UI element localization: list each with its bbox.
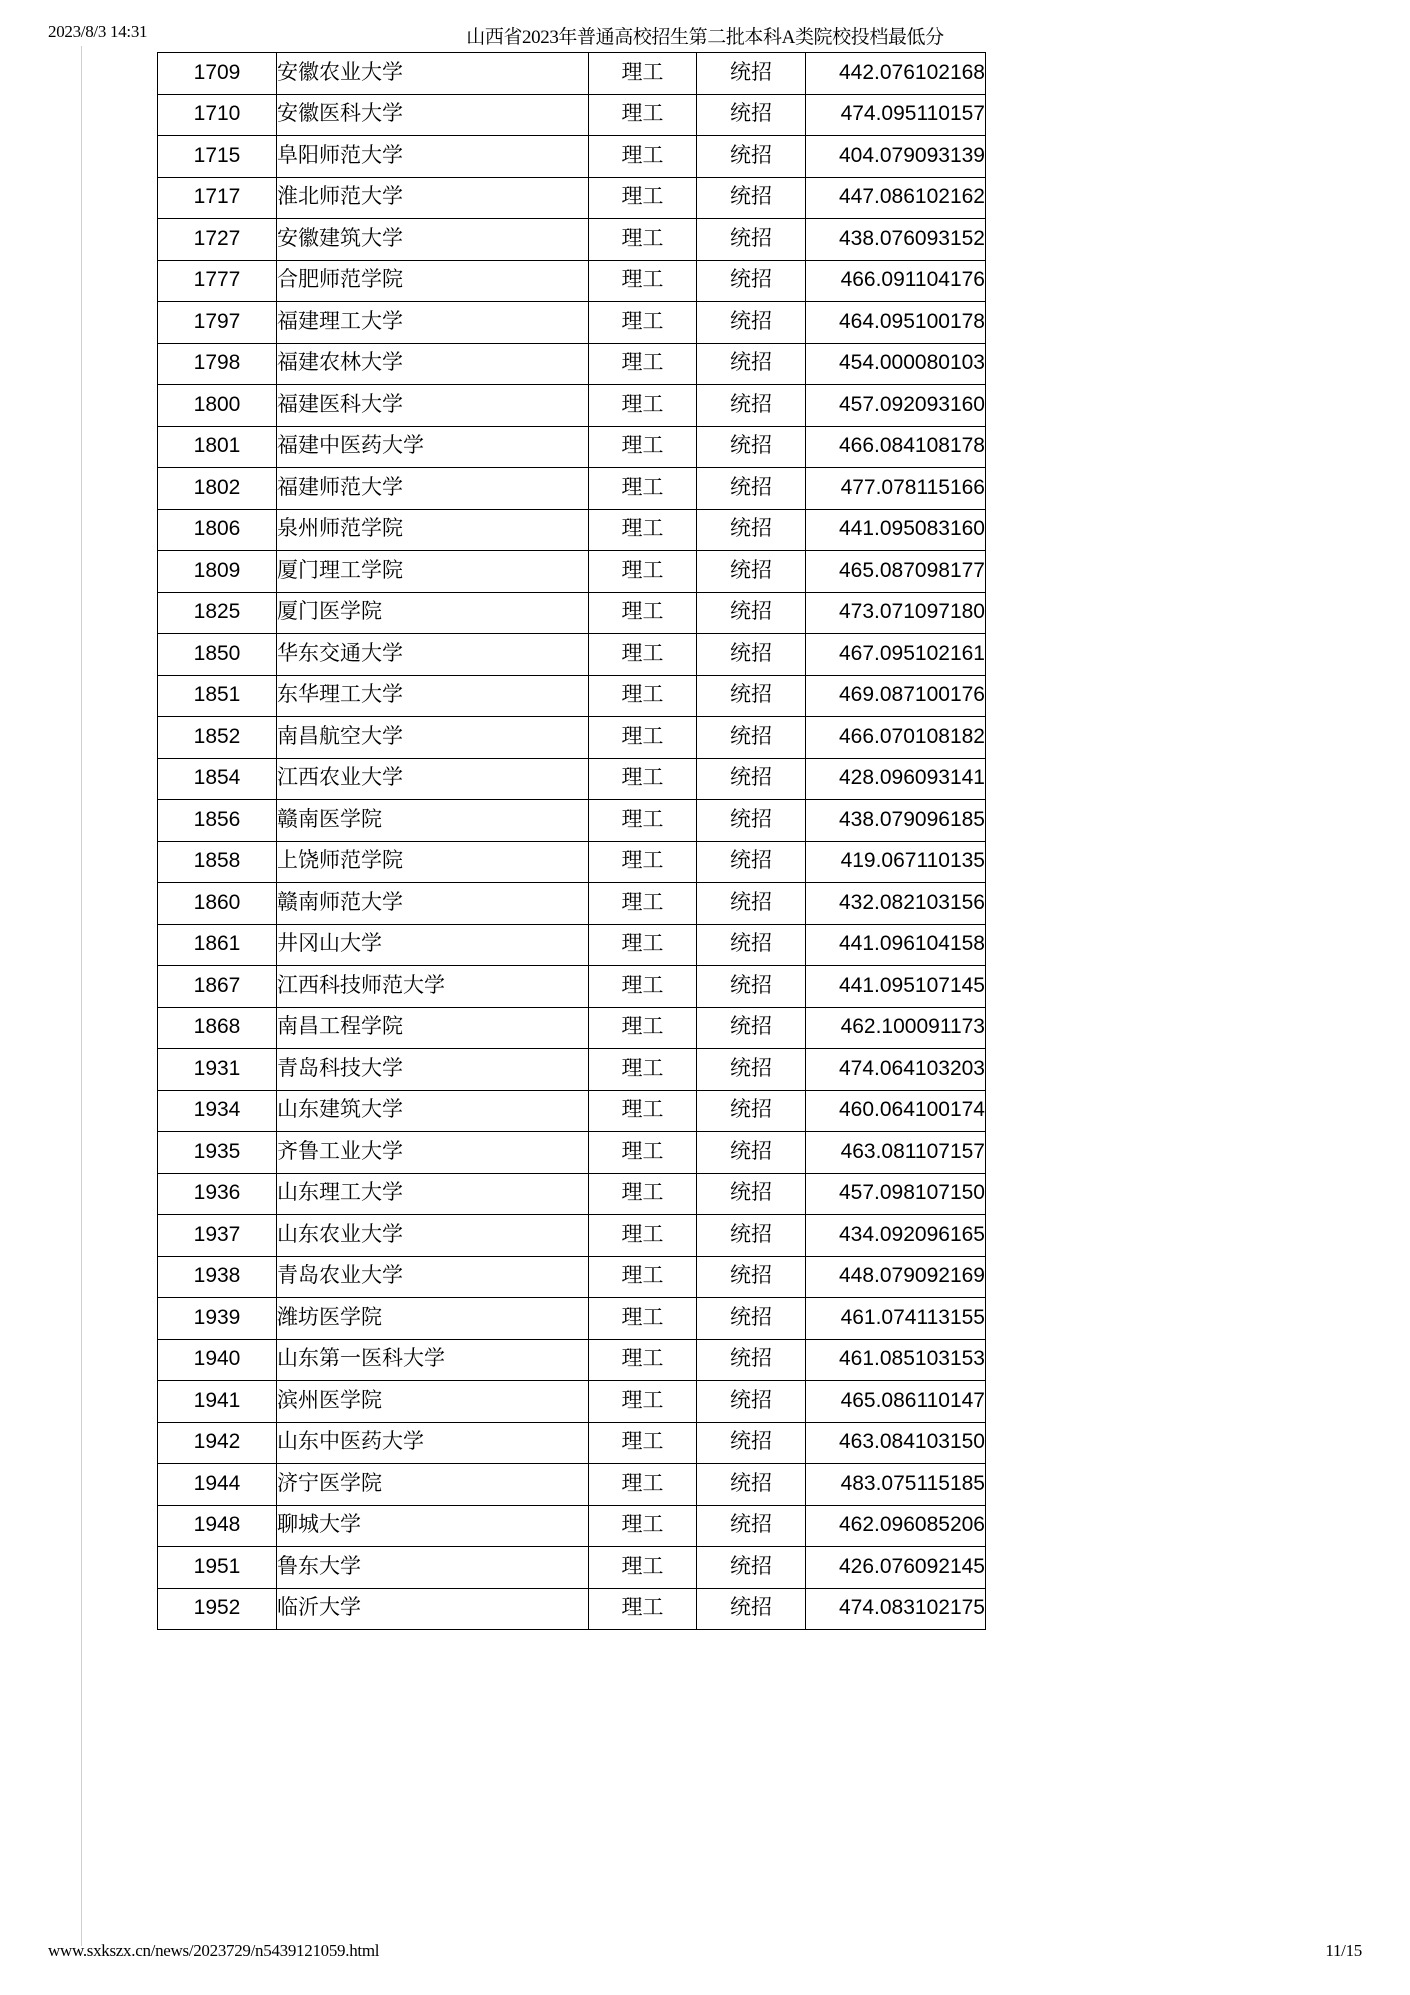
cell-plan-type: 统招 (697, 94, 806, 136)
cell-min-score: 447.086102162 (806, 177, 986, 219)
cell-institution-code: 1856 (158, 800, 277, 842)
cell-institution-name: 福建农林大学 (277, 343, 589, 385)
cell-min-score: 473.071097180 (806, 592, 986, 634)
margin-rule (81, 46, 82, 1946)
cell-subject-type: 理工 (589, 1505, 697, 1547)
cell-plan-type: 统招 (697, 1256, 806, 1298)
cell-institution-name: 山东建筑大学 (277, 1090, 589, 1132)
cell-institution-code: 1940 (158, 1339, 277, 1381)
table-row (158, 1381, 986, 1423)
table-row (158, 1049, 986, 1091)
table-row (158, 302, 986, 344)
cell-institution-code: 1951 (158, 1547, 277, 1589)
cell-subject-type: 理工 (589, 94, 697, 136)
table-row (158, 343, 986, 385)
cell-institution-name: 安徽建筑大学 (277, 219, 589, 261)
table-row (158, 1173, 986, 1215)
cell-institution-code: 1854 (158, 758, 277, 800)
score-table-container (157, 52, 985, 1630)
cell-min-score: 474.083102175 (806, 1588, 986, 1630)
cell-subject-type: 理工 (589, 1049, 697, 1091)
cell-institution-code: 1936 (158, 1173, 277, 1215)
cell-min-score: 454.000080103 (806, 343, 986, 385)
cell-plan-type: 统招 (697, 883, 806, 925)
cell-min-score: 426.076092145 (806, 1547, 986, 1589)
cell-min-score: 469.087100176 (806, 675, 986, 717)
page-indicator: 11/15 (1325, 1941, 1362, 1960)
cell-plan-type: 统招 (697, 1339, 806, 1381)
cell-min-score: 463.081107157 (806, 1132, 986, 1174)
cell-institution-name: 福建师范大学 (277, 468, 589, 510)
cell-subject-type: 理工 (589, 551, 697, 593)
cell-plan-type: 统招 (697, 634, 806, 676)
cell-min-score: 441.095107145 (806, 966, 986, 1008)
cell-min-score: 434.092096165 (806, 1215, 986, 1257)
cell-subject-type: 理工 (589, 1173, 697, 1215)
cell-min-score: 474.064103203 (806, 1049, 986, 1091)
cell-plan-type: 统招 (697, 1132, 806, 1174)
cell-subject-type: 理工 (589, 841, 697, 883)
cell-institution-code: 1860 (158, 883, 277, 925)
table-row (158, 219, 986, 261)
cell-plan-type: 统招 (697, 136, 806, 178)
cell-min-score: 465.086110147 (806, 1381, 986, 1423)
cell-min-score: 462.096085206 (806, 1505, 986, 1547)
cell-subject-type: 理工 (589, 924, 697, 966)
cell-institution-code: 1935 (158, 1132, 277, 1174)
cell-plan-type: 统招 (697, 1173, 806, 1215)
table-row (158, 1505, 986, 1547)
cell-min-score: 438.079096185 (806, 800, 986, 842)
table-row (158, 1422, 986, 1464)
cell-institution-name: 山东中医药大学 (277, 1422, 589, 1464)
page-title: 山西省2023年普通高校招生第二批本科A类院校投档最低分 (466, 27, 944, 48)
cell-min-score: 466.091104176 (806, 260, 986, 302)
cell-institution-code: 1861 (158, 924, 277, 966)
cell-min-score: 474.095110157 (806, 94, 986, 136)
table-row (158, 1588, 986, 1630)
table-row (158, 509, 986, 551)
cell-subject-type: 理工 (589, 634, 697, 676)
cell-subject-type: 理工 (589, 1132, 697, 1174)
table-row (158, 177, 986, 219)
cell-institution-name: 东华理工大学 (277, 675, 589, 717)
cell-institution-code: 1727 (158, 219, 277, 261)
cell-subject-type: 理工 (589, 758, 697, 800)
cell-institution-code: 1777 (158, 260, 277, 302)
cell-institution-name: 鲁东大学 (277, 1547, 589, 1589)
cell-subject-type: 理工 (589, 426, 697, 468)
cell-plan-type: 统招 (697, 385, 806, 427)
admission-score-table (157, 52, 986, 1630)
cell-subject-type: 理工 (589, 343, 697, 385)
cell-subject-type: 理工 (589, 1381, 697, 1423)
cell-institution-name: 山东农业大学 (277, 1215, 589, 1257)
cell-min-score: 404.079093139 (806, 136, 986, 178)
cell-institution-name: 安徽医科大学 (277, 94, 589, 136)
cell-subject-type: 理工 (589, 1256, 697, 1298)
cell-institution-code: 1709 (158, 53, 277, 95)
cell-min-score: 460.064100174 (806, 1090, 986, 1132)
cell-institution-code: 1710 (158, 94, 277, 136)
cell-min-score: 441.096104158 (806, 924, 986, 966)
cell-institution-name: 济宁医学院 (277, 1464, 589, 1506)
cell-institution-name: 福建医科大学 (277, 385, 589, 427)
cell-subject-type: 理工 (589, 800, 697, 842)
table-row (158, 966, 986, 1008)
cell-institution-name: 上饶师范学院 (277, 841, 589, 883)
cell-institution-code: 1952 (158, 1588, 277, 1630)
cell-min-score: 466.070108182 (806, 717, 986, 759)
cell-subject-type: 理工 (589, 1298, 697, 1340)
cell-min-score: 465.087098177 (806, 551, 986, 593)
cell-subject-type: 理工 (589, 1588, 697, 1630)
cell-plan-type: 统招 (697, 551, 806, 593)
cell-min-score: 461.085103153 (806, 1339, 986, 1381)
cell-subject-type: 理工 (589, 177, 697, 219)
cell-plan-type: 统招 (697, 219, 806, 261)
cell-min-score: 441.095083160 (806, 509, 986, 551)
cell-subject-type: 理工 (589, 509, 697, 551)
table-row (158, 260, 986, 302)
cell-subject-type: 理工 (589, 385, 697, 427)
cell-min-score: 432.082103156 (806, 883, 986, 925)
cell-min-score: 457.098107150 (806, 1173, 986, 1215)
cell-institution-code: 1938 (158, 1256, 277, 1298)
cell-institution-code: 1937 (158, 1215, 277, 1257)
table-row (158, 800, 986, 842)
cell-subject-type: 理工 (589, 1007, 697, 1049)
table-row (158, 426, 986, 468)
cell-plan-type: 统招 (697, 343, 806, 385)
cell-institution-code: 1852 (158, 717, 277, 759)
table-row (158, 468, 986, 510)
cell-min-score: 477.078115166 (806, 468, 986, 510)
cell-plan-type: 统招 (697, 1215, 806, 1257)
cell-plan-type: 统招 (697, 592, 806, 634)
table-row (158, 1339, 986, 1381)
table-row (158, 1007, 986, 1049)
cell-min-score: 428.096093141 (806, 758, 986, 800)
cell-min-score: 483.075115185 (806, 1464, 986, 1506)
cell-institution-code: 1858 (158, 841, 277, 883)
cell-institution-name: 山东第一医科大学 (277, 1339, 589, 1381)
cell-institution-code: 1851 (158, 675, 277, 717)
cell-institution-code: 1798 (158, 343, 277, 385)
cell-institution-code: 1868 (158, 1007, 277, 1049)
cell-institution-code: 1934 (158, 1090, 277, 1132)
table-row (158, 717, 986, 759)
cell-plan-type: 统招 (697, 1422, 806, 1464)
cell-subject-type: 理工 (589, 53, 697, 95)
cell-institution-name: 齐鲁工业大学 (277, 1132, 589, 1174)
cell-institution-name: 临沂大学 (277, 1588, 589, 1630)
cell-institution-code: 1825 (158, 592, 277, 634)
cell-institution-name: 青岛农业大学 (277, 1256, 589, 1298)
cell-subject-type: 理工 (589, 1339, 697, 1381)
cell-institution-name: 井冈山大学 (277, 924, 589, 966)
cell-subject-type: 理工 (589, 1215, 697, 1257)
cell-institution-name: 淮北师范大学 (277, 177, 589, 219)
cell-plan-type: 统招 (697, 1090, 806, 1132)
table-row (158, 675, 986, 717)
cell-institution-name: 滨州医学院 (277, 1381, 589, 1423)
cell-subject-type: 理工 (589, 1090, 697, 1132)
cell-institution-code: 1941 (158, 1381, 277, 1423)
cell-subject-type: 理工 (589, 260, 697, 302)
cell-institution-name: 江西农业大学 (277, 758, 589, 800)
cell-subject-type: 理工 (589, 883, 697, 925)
cell-plan-type: 统招 (697, 1298, 806, 1340)
cell-plan-type: 统招 (697, 1007, 806, 1049)
table-row (158, 1132, 986, 1174)
cell-plan-type: 统招 (697, 841, 806, 883)
cell-plan-type: 统招 (697, 509, 806, 551)
cell-institution-name: 福建中医药大学 (277, 426, 589, 468)
table-body (158, 53, 986, 1630)
table-row (158, 634, 986, 676)
cell-subject-type: 理工 (589, 136, 697, 178)
cell-institution-code: 1931 (158, 1049, 277, 1091)
cell-subject-type: 理工 (589, 592, 697, 634)
page-footer (0, 1941, 1410, 1963)
cell-institution-code: 1942 (158, 1422, 277, 1464)
cell-plan-type: 统招 (697, 966, 806, 1008)
cell-institution-code: 1715 (158, 136, 277, 178)
cell-institution-name: 赣南医学院 (277, 800, 589, 842)
cell-min-score: 462.100091173 (806, 1007, 986, 1049)
table-row (158, 94, 986, 136)
cell-subject-type: 理工 (589, 219, 697, 261)
cell-institution-name: 江西科技师范大学 (277, 966, 589, 1008)
table-row (158, 1256, 986, 1298)
table-row (158, 551, 986, 593)
print-timestamp: 2023/8/3 14:31 (48, 22, 148, 41)
cell-subject-type: 理工 (589, 966, 697, 1008)
table-row (158, 841, 986, 883)
cell-plan-type: 统招 (697, 468, 806, 510)
cell-institution-name: 青岛科技大学 (277, 1049, 589, 1091)
cell-institution-name: 合肥师范学院 (277, 260, 589, 302)
table-row (158, 1547, 986, 1589)
cell-institution-name: 华东交通大学 (277, 634, 589, 676)
cell-institution-name: 泉州师范学院 (277, 509, 589, 551)
cell-institution-code: 1717 (158, 177, 277, 219)
cell-min-score: 464.095100178 (806, 302, 986, 344)
cell-min-score: 419.067110135 (806, 841, 986, 883)
table-row (158, 1298, 986, 1340)
cell-subject-type: 理工 (589, 1547, 697, 1589)
cell-plan-type: 统招 (697, 758, 806, 800)
table-row (158, 385, 986, 427)
cell-plan-type: 统招 (697, 1381, 806, 1423)
cell-plan-type: 统招 (697, 717, 806, 759)
table-row (158, 1090, 986, 1132)
cell-institution-code: 1850 (158, 634, 277, 676)
table-row (158, 883, 986, 925)
cell-min-score: 448.079092169 (806, 1256, 986, 1298)
cell-plan-type: 统招 (697, 924, 806, 966)
cell-plan-type: 统招 (697, 260, 806, 302)
cell-subject-type: 理工 (589, 675, 697, 717)
cell-institution-code: 1801 (158, 426, 277, 468)
page-header (0, 22, 1410, 52)
cell-min-score: 463.084103150 (806, 1422, 986, 1464)
cell-min-score: 457.092093160 (806, 385, 986, 427)
cell-plan-type: 统招 (697, 53, 806, 95)
table-row (158, 758, 986, 800)
cell-plan-type: 统招 (697, 426, 806, 468)
cell-institution-name: 厦门医学院 (277, 592, 589, 634)
cell-plan-type: 统招 (697, 1588, 806, 1630)
cell-institution-name: 潍坊医学院 (277, 1298, 589, 1340)
cell-plan-type: 统招 (697, 675, 806, 717)
cell-subject-type: 理工 (589, 1422, 697, 1464)
table-row (158, 1215, 986, 1257)
cell-institution-code: 1800 (158, 385, 277, 427)
cell-institution-name: 厦门理工学院 (277, 551, 589, 593)
cell-institution-code: 1867 (158, 966, 277, 1008)
cell-min-score: 467.095102161 (806, 634, 986, 676)
cell-institution-code: 1809 (158, 551, 277, 593)
cell-institution-name: 山东理工大学 (277, 1173, 589, 1215)
cell-plan-type: 统招 (697, 1505, 806, 1547)
cell-institution-name: 安徽农业大学 (277, 53, 589, 95)
cell-plan-type: 统招 (697, 1547, 806, 1589)
cell-min-score: 442.076102168 (806, 53, 986, 95)
source-url: www.sxkszx.cn/news/2023729/n5439121059.html (48, 1941, 380, 1960)
cell-institution-name: 赣南师范大学 (277, 883, 589, 925)
cell-institution-code: 1939 (158, 1298, 277, 1340)
cell-subject-type: 理工 (589, 302, 697, 344)
cell-institution-code: 1806 (158, 509, 277, 551)
cell-plan-type: 统招 (697, 1464, 806, 1506)
cell-institution-name: 福建理工大学 (277, 302, 589, 344)
cell-plan-type: 统招 (697, 1049, 806, 1091)
cell-institution-name: 南昌工程学院 (277, 1007, 589, 1049)
cell-plan-type: 统招 (697, 177, 806, 219)
cell-institution-code: 1944 (158, 1464, 277, 1506)
cell-institution-name: 阜阳师范大学 (277, 136, 589, 178)
table-row (158, 136, 986, 178)
cell-plan-type: 统招 (697, 302, 806, 344)
cell-subject-type: 理工 (589, 717, 697, 759)
cell-subject-type: 理工 (589, 1464, 697, 1506)
cell-institution-code: 1802 (158, 468, 277, 510)
cell-subject-type: 理工 (589, 468, 697, 510)
cell-institution-name: 南昌航空大学 (277, 717, 589, 759)
cell-min-score: 438.076093152 (806, 219, 986, 261)
cell-institution-code: 1797 (158, 302, 277, 344)
cell-min-score: 466.084108178 (806, 426, 986, 468)
table-row (158, 53, 986, 95)
cell-institution-code: 1948 (158, 1505, 277, 1547)
table-row (158, 592, 986, 634)
cell-institution-name: 聊城大学 (277, 1505, 589, 1547)
table-row (158, 924, 986, 966)
table-row (158, 1464, 986, 1506)
cell-plan-type: 统招 (697, 800, 806, 842)
cell-min-score: 461.074113155 (806, 1298, 986, 1340)
